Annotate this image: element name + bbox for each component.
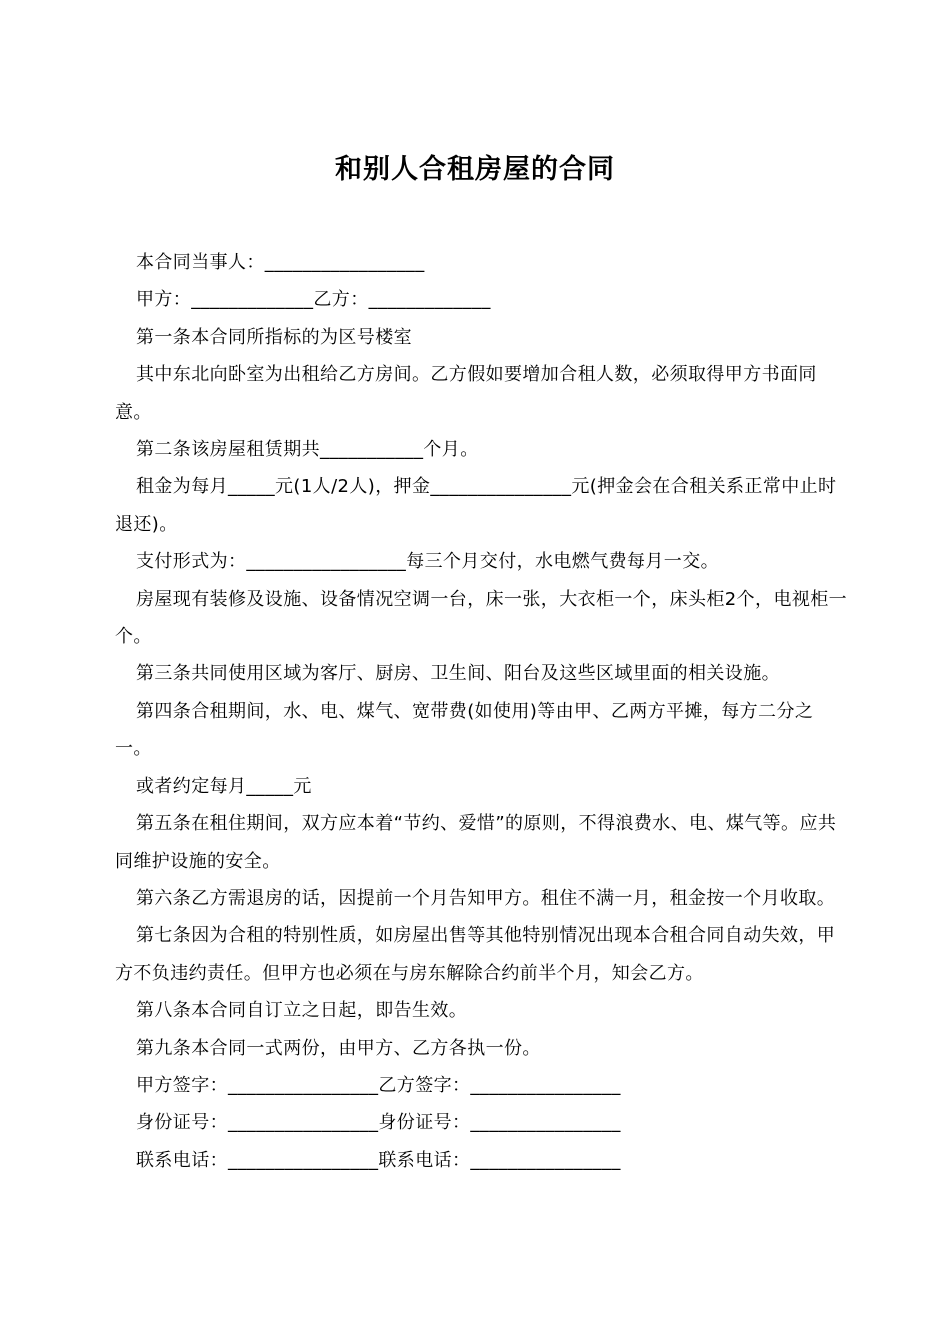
article-2: 第二条该房屋租赁期共___________个月。 xyxy=(136,439,479,461)
party-a-b-line: 甲方：_____________乙方：_____________ xyxy=(136,289,491,311)
signature-line: 甲方签字：________________乙方签字：________________ xyxy=(136,1074,621,1096)
contract-body xyxy=(115,244,850,1179)
furnishings: 房屋现有装修及设施、设备情况空调一台，床一张，大衣柜一个，床头柜2个，电视柜一个。 xyxy=(115,588,848,648)
article-1-room: 其中东北向卧室为出租给乙方房间。乙方假如要增加合租人数，必须取得甲方书面同意。 xyxy=(115,364,817,423)
phone-line: 联系电话：________________联系电话：________________ xyxy=(136,1149,621,1171)
payment-method: 支付形式为：_________________每三个月交付，水电燃气费每月一交。 xyxy=(136,551,719,573)
article-6: 第六条乙方需退房的话，因提前一个月告知甲方。租住不满一月，租金按一个月收取。 xyxy=(136,887,836,909)
document-title: 和别人合租房屋的合同 xyxy=(335,154,615,186)
article-8: 第八条本合同自订立之日起，即告生效。 xyxy=(136,1000,468,1022)
article-9: 第九条本合同一式两份，由甲方、乙方各执一份。 xyxy=(136,1037,541,1059)
parties-line: 本合同当事人：_________________ xyxy=(136,252,425,273)
article-4: 第四条合租期间，水、电、煤气、宽带费(如使用)等由甲、乙两方平摊，每方二分之一。 xyxy=(115,700,814,760)
article-7: 第七条因为合租的特别性质，如房屋出售等其他特别情况出现本合租合同自动失效，甲方不负违约责任。但甲方也必须在与房东解除合约前半个月，知会乙方。 xyxy=(115,925,836,984)
article-3: 第三条共同使用区域为客厅、厨房、卫生间、阳台及这些区域里面的相关设施。 xyxy=(136,663,780,685)
monthly-agreement: 或者约定每月_____元 xyxy=(136,775,312,797)
rent-deposit: 租金为每月_____元(1人/2人)，押金_______________元(押金会在合租关系正常中止时退还)。 xyxy=(115,476,837,535)
id-number-line: 身份证号：________________身份证号：________________ xyxy=(136,1112,621,1134)
article-1: 第一条本合同所指标的为区号楼室 xyxy=(136,326,412,348)
article-5: 第五条在租住期间，双方应本着“节约、爱惜”的原则，不得浪费水、电、煤气等。应共同维护设施的安全。 xyxy=(115,813,837,872)
